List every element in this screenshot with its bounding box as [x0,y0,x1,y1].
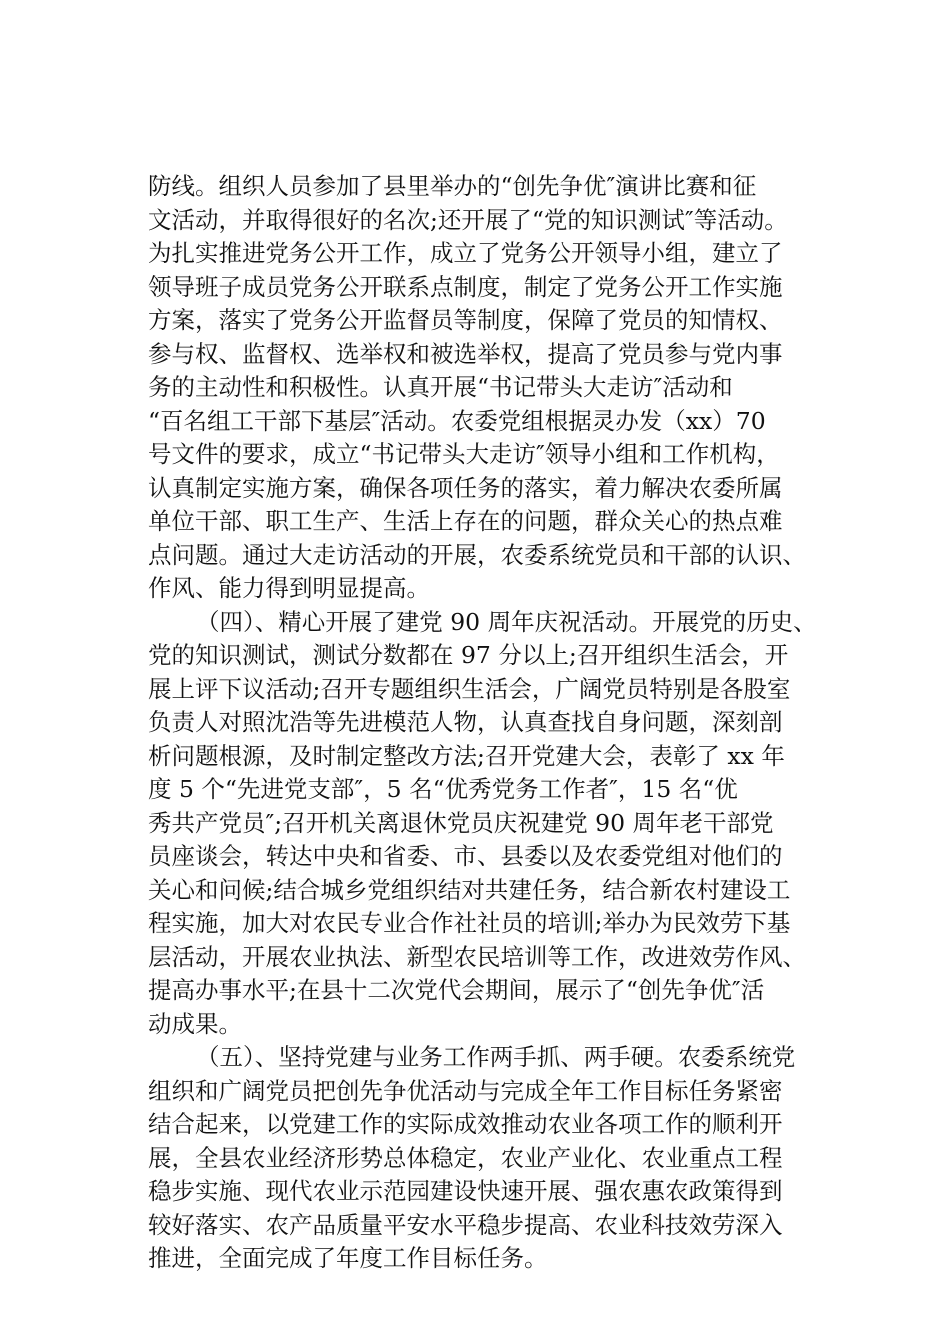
text-line: 展上评下议活动;召开专题组织生活会，广阔党员特别是各股室 [148,674,791,703]
text-line: 秀共产党员″;召开机关离退休党员庆祝建党 90 周年老干部党 [148,808,774,837]
text-line: 提高办事水平;在县十二次党代会期间，展示了“创先争优″活 [148,976,765,1004]
text-line: 号文件的要求，成立“书记带头大走访″领导小组和工作机构， [148,440,780,468]
text-line: 析问题根源，及时制定整改方法;召开党建大会，表彰了 xx 年 [148,741,785,770]
text-line: 层活动，开展农业执法、新型农民培训等工作，改进效劳作风、 [148,942,806,971]
text-line: 点问题。通过大走访活动的开展，农委系统党员和干部的认识、 [148,540,806,569]
text-line: 单位干部、职工生产、生活上存在的问题，群众关心的热点难 [148,507,783,535]
text-line: 为扎实推进党务公开工作，成立了党务公开领导小组，建立了 [148,239,783,267]
text-line: 动成果。 [148,1009,242,1038]
text-line: 展，全县农业经济形势总体稳定，农业产业化、农业重点工程 [148,1143,783,1172]
text-line: 防线。组织人员参加了县里举办的“创先争优″演讲比赛和征 [148,172,757,200]
text-line: 参与权、监督权、选举权和被选举权，提高了党员参与党内事 [148,339,783,368]
text-line: 程实施，加大对农民专业合作社社员的培训;举办为民效劳下基 [148,909,791,937]
text-line: 结合起来，以党建工作的实际成效推动农业各项工作的顺利开 [148,1110,783,1138]
text-line: 领导班子成员党务公开联系点制度，制定了党务公开工作实施 [148,272,783,301]
text-line: 认真制定实施方案，确保各项任务的落实，着力解决农委所属 [148,473,783,502]
text-line: 推进，全面完成了年度工作目标任务。 [148,1244,548,1272]
text-line: 负责人对照沈浩等先进模范人物，认真查找自身问题，深刻剖 [148,708,783,736]
document-body [148,170,848,1276]
text-line: 关心和问候;结合城乡党组织结对共建任务，结合新农村建设工 [148,875,791,904]
paragraph-4-start: （四）、精心开展了建党 90 周年庆祝活动。开展党的历史、 [196,607,817,636]
text-line: 较好落实、农产品质量平安水平稳步提高、农业科技效劳深入 [148,1210,783,1239]
text-line: 党的知识测试，测试分数都在 97 分以上;召开组织生活会，开 [148,641,789,669]
text-line: 务的主动性和积极性。认真开展“书记带头大走访″活动和 [148,373,733,401]
text-line: 文活动，并取得很好的名次;还开展了“党的知识测试″等活动。 [148,205,788,234]
paragraph-5-start: （五）、坚持党建与业务工作两手抓、两手硬。农委系统党 [196,1043,796,1071]
text-line: 作风、能力得到明显提高。 [148,574,430,602]
text-line: 方案，落实了党务公开监督员等制度，保障了党员的知情权、 [148,306,783,334]
text-line: “百名组工干部下基层″活动。农委党组根据灵办发（xx）70 [148,406,766,435]
text-line: 员座谈会，转达中央和省委、市、县委以及农委党组对他们的 [148,842,783,870]
text-line: 度 5 个“先进党支部″，5 名“优秀党务工作者″，15 名“优 [148,775,738,803]
text-line: 稳步实施、现代农业示范园建设快速开展、强农惠农政策得到 [148,1177,783,1205]
text-line: 组织和广阔党员把创先争优活动与完成全年工作目标任务紧密 [148,1076,783,1105]
